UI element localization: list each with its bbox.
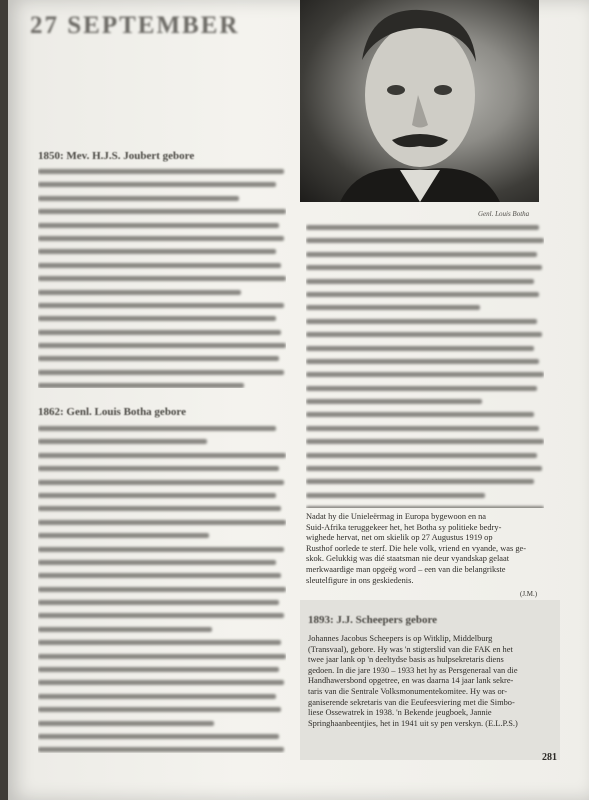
blurred-text-line	[306, 412, 544, 422]
blurred-text-line	[306, 225, 544, 235]
text-line: Nadat hy die Unieleërmag in Europa bygewoon en na	[306, 512, 487, 521]
blurred-text-line	[38, 263, 286, 273]
entry-body-botha	[38, 423, 286, 753]
page-number: 281	[542, 752, 557, 763]
blurred-text-line	[38, 330, 286, 340]
blurred-text-line	[306, 359, 544, 369]
blurred-text-line	[38, 613, 286, 623]
blurred-text-line	[38, 640, 286, 650]
text-line: skok. Gelukkig was dié staatsman nie deur vyandskap gelaat	[306, 554, 510, 564]
blurred-text-line	[38, 547, 286, 557]
text-line: Rusthof oorlede te sterf. Die hele volk, vriend en vyande, was ge-	[306, 543, 527, 553]
text-line: taris van die Sentrale Volksmonumentekomitee. Hy was or-	[308, 686, 508, 696]
blurred-text-line	[38, 209, 286, 219]
blurred-text-line	[38, 370, 286, 380]
text-line: Springhaanbeentjies, het in 1941 uit sy pen verskyn. (E.L.P.S.)	[308, 718, 518, 728]
blurred-text-line	[306, 332, 544, 342]
blurred-text-line	[38, 694, 286, 704]
blurred-text-line	[38, 196, 286, 206]
blurred-text-line	[38, 303, 286, 313]
blurred-text-line	[38, 426, 286, 436]
blurred-text-line	[306, 506, 544, 508]
blurred-text-line	[306, 372, 544, 382]
blurred-text-line	[38, 680, 286, 690]
blurred-text-line	[306, 399, 544, 409]
blurred-text-line	[38, 493, 286, 503]
photo-caption: Genl. Louis Botha	[478, 210, 530, 218]
entry-body-joubert	[38, 166, 286, 388]
blurred-text-line	[306, 466, 544, 476]
blurred-text-line	[306, 319, 544, 329]
book-page	[8, 0, 589, 800]
blurred-text-line	[306, 252, 544, 262]
blurred-text-line	[306, 305, 544, 315]
blurred-text-line	[306, 426, 544, 436]
entry-title-botha: 1862: Genl. Louis Botha gebore	[38, 406, 187, 418]
blurred-text-line	[38, 627, 286, 637]
entry-body-botha-continued	[306, 222, 544, 508]
portrait-figure	[300, 0, 539, 202]
blurred-text-line	[306, 346, 544, 356]
blurred-text-line	[306, 453, 544, 463]
text-line: Handhawersbond opgetree, en was daarna 14 jaar lank sekre-	[308, 676, 514, 686]
entry-body-scheepers	[308, 634, 548, 729]
blurred-text-line	[38, 480, 286, 490]
blurred-text-line	[38, 506, 286, 516]
botha-tail-text	[306, 512, 544, 586]
blurred-text-line	[38, 560, 286, 570]
blurred-text-line	[38, 223, 286, 233]
blurred-text-line	[38, 383, 286, 388]
blurred-text-line	[38, 356, 286, 366]
blurred-text-line	[38, 439, 286, 449]
blurred-text-line	[38, 316, 286, 326]
blurred-text-line	[306, 279, 544, 289]
blurred-text-line	[38, 169, 286, 179]
page-heading: 27 SEPTEMBER	[30, 12, 240, 39]
text-line: sleutelfigure in ons geskiedenis.	[306, 575, 414, 585]
blurred-text-line	[38, 466, 286, 476]
blurred-text-line	[306, 265, 544, 275]
blurred-text-line	[38, 600, 286, 610]
text-line: merkwaardige man opgeëg word – een van die belangrikste	[306, 564, 506, 574]
blurred-text-line	[38, 573, 286, 583]
text-line: (Transvaal), gebore. Hy was 'n stigterslid van die FAK en het	[308, 644, 513, 654]
blurred-text-line	[306, 479, 544, 489]
entry-initials-botha: (J.M.)	[520, 590, 538, 598]
blurred-text-line	[38, 520, 286, 530]
blurred-text-line	[38, 249, 286, 259]
blurred-text-line	[38, 533, 286, 543]
entry-title-scheepers: 1893: J.J. Scheepers gebore	[308, 614, 438, 626]
text-line: wighede hervat, net om skielik op 27 Augustus 1919 op	[306, 533, 493, 543]
blurred-text-line	[38, 182, 286, 192]
blurred-text-line	[38, 721, 286, 731]
text-line: Johannes Jacobus Scheepers is op Witklip, Middelburg	[308, 634, 493, 643]
blurred-text-line	[306, 493, 544, 503]
entry-body-botha-tail	[306, 512, 544, 588]
blurred-text-line	[38, 654, 286, 664]
text-line: gedoen. In die jare 1930 – 1933 het hy as Persgeneraal van die	[308, 665, 518, 675]
text-line: twee jaar lank op 'n deeltydse basis as hulpsekretaris diens	[308, 655, 504, 665]
text-line: ganiserende sekretaris van die Eeufeesviering met die Simbo-	[308, 697, 515, 707]
blurred-text-line	[38, 747, 286, 753]
blurred-text-line	[306, 292, 544, 302]
blurred-text-line	[38, 587, 286, 597]
portrait-photo	[300, 0, 539, 202]
blurred-text-line	[38, 290, 286, 300]
blurred-text-line	[38, 734, 286, 744]
blurred-text-line	[38, 707, 286, 717]
blurred-text-line	[38, 667, 286, 677]
blurred-text-line	[38, 453, 286, 463]
entry-title-joubert: 1850: Mev. H.J.S. Joubert gebore	[38, 150, 195, 162]
blurred-text-line	[306, 386, 544, 396]
blurred-text-line	[38, 343, 286, 353]
text-line: liese Ossewatrek in 1938. 'n Bekende jeugboek, Jannie	[308, 708, 492, 718]
text-line: Suid-Afrika teruggekeer het, het Botha sy politieke bedry-	[306, 522, 502, 532]
blurred-text-line	[38, 276, 286, 286]
blurred-text-line	[306, 439, 544, 449]
blurred-text-line	[38, 236, 286, 246]
blurred-text-line	[306, 238, 544, 248]
